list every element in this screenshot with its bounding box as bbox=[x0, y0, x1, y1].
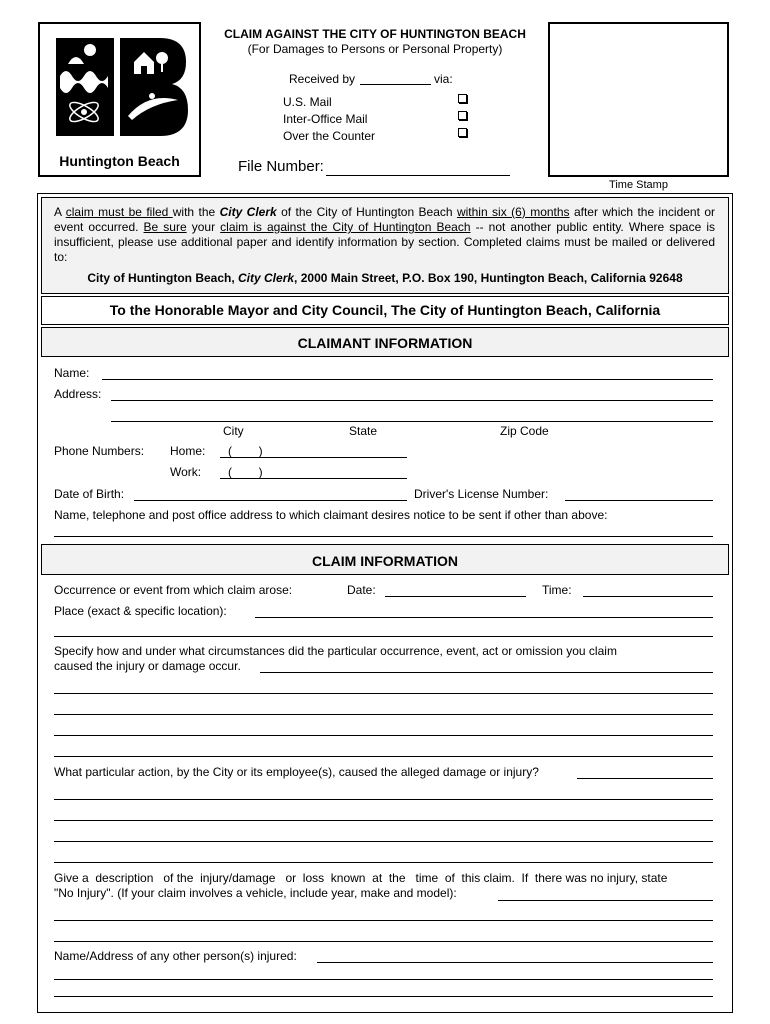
injury-line-3[interactable] bbox=[54, 941, 713, 942]
option-inter-office: Inter-Office Mail bbox=[283, 112, 368, 126]
received-by-line[interactable] bbox=[360, 84, 431, 85]
claim-heading: CLAIM INFORMATION bbox=[41, 544, 729, 575]
clerk-address: City of Huntington Beach, City Clerk, 2000 Main Street, P.O. Box 190, Huntington Beach, California 92648 bbox=[87, 271, 683, 285]
others-line-3[interactable] bbox=[54, 996, 713, 997]
checkbox-inter-office[interactable] bbox=[458, 111, 467, 120]
phone-label: Phone Numbers: bbox=[54, 444, 145, 458]
home-phone-label: Home: bbox=[170, 444, 206, 458]
injury-line-1[interactable] bbox=[498, 900, 713, 901]
logo-box bbox=[38, 22, 201, 177]
salutation: To the Honorable Mayor and City Council, The City of Huntington Beach, California bbox=[109, 302, 661, 318]
checkbox-us-mail[interactable] bbox=[458, 94, 467, 103]
address-input-line-1[interactable] bbox=[111, 400, 713, 401]
name-input-line[interactable] bbox=[102, 379, 713, 380]
action-line-4[interactable] bbox=[54, 841, 713, 842]
action-line-2[interactable] bbox=[54, 799, 713, 800]
place-input-line-2[interactable] bbox=[54, 636, 713, 637]
logo-caption: Huntington Beach bbox=[59, 153, 180, 169]
city-logo-icon bbox=[54, 36, 188, 138]
time-input-line[interactable] bbox=[583, 596, 713, 597]
via-label: via: bbox=[434, 72, 453, 86]
notice-address-label: Name, telephone and post office address to which claimant desires notice to be sent if other than above: bbox=[54, 508, 608, 522]
time-stamp-box bbox=[548, 22, 729, 177]
address-input-line-2[interactable] bbox=[111, 421, 713, 422]
others-line-2[interactable] bbox=[54, 979, 713, 980]
circumstances-line-4[interactable] bbox=[54, 735, 713, 736]
dob-input-line[interactable] bbox=[134, 500, 407, 501]
date-input-line[interactable] bbox=[385, 596, 526, 597]
name-label: Name: bbox=[54, 366, 90, 380]
claimant-heading: CLAIMANT INFORMATION bbox=[41, 327, 729, 357]
form-title: CLAIM AGAINST THE CITY OF HUNTINGTON BEACH bbox=[224, 27, 526, 41]
notice-address-line[interactable] bbox=[54, 536, 713, 537]
work-area-code: ( ) bbox=[228, 465, 263, 479]
others-label: Name/Address of any other person(s) injured: bbox=[54, 949, 297, 963]
circumstances-line-2[interactable] bbox=[54, 693, 713, 694]
received-by-label: Received by bbox=[289, 72, 356, 86]
filing-notice: A claim must be filed with the City Clerk of the City of Huntington Beach within six (6) months after which the incident or event occurred. Be sure your claim is against the City of Huntington Beach -- not another public entity. Where space is insufficient, please use additional paper and identify information by section. Completed claims must be mailed or delivered to: bbox=[54, 205, 716, 264]
injury-label-2: "No Injury". (If your claim involves a vehicle, include year, make and model): bbox=[54, 886, 457, 900]
work-phone-label: Work: bbox=[170, 465, 202, 479]
injury-label-1: Give a description of the injury/damage or loss known at the time of this claim. If there was no injury, state bbox=[54, 871, 668, 885]
others-line-1[interactable] bbox=[317, 962, 713, 963]
date-label: Date: bbox=[347, 583, 376, 597]
dob-label: Date of Birth: bbox=[54, 487, 125, 501]
checkbox-counter[interactable] bbox=[458, 128, 467, 137]
action-line-1[interactable] bbox=[577, 778, 713, 779]
time-stamp-label: Time Stamp bbox=[609, 179, 668, 191]
work-phone-line[interactable] bbox=[220, 478, 407, 479]
state-label: State bbox=[349, 424, 378, 438]
action-label: What particular action, by the City or its employee(s), caused the alleged damage or injury? bbox=[54, 765, 539, 779]
license-input-line[interactable] bbox=[565, 500, 713, 501]
option-us-mail: U.S. Mail bbox=[283, 95, 332, 109]
home-area-code: ( ) bbox=[228, 444, 263, 458]
home-phone-line[interactable] bbox=[220, 457, 407, 458]
city-label: City bbox=[223, 424, 244, 438]
circumstances-line-5[interactable] bbox=[54, 756, 713, 757]
address-label: Address: bbox=[54, 387, 102, 401]
action-line-5[interactable] bbox=[54, 862, 713, 863]
action-line-3[interactable] bbox=[54, 820, 713, 821]
time-label: Time: bbox=[542, 583, 572, 597]
option-counter: Over the Counter bbox=[283, 129, 376, 143]
injury-line-2[interactable] bbox=[54, 920, 713, 921]
file-number-label: File Number: bbox=[238, 158, 324, 175]
circumstances-label-1: Specify how and under what circumstances did the particular occurrence, event, act or omission you claim bbox=[54, 644, 617, 658]
place-label: Place (exact & specific location): bbox=[54, 604, 227, 618]
occurrence-label: Occurrence or event from which claim arose: bbox=[54, 583, 293, 597]
place-input-line-1[interactable] bbox=[255, 617, 713, 618]
circumstances-line-1[interactable] bbox=[260, 672, 713, 673]
zip-label: Zip Code bbox=[500, 424, 549, 438]
license-label: Driver's License Number: bbox=[414, 487, 549, 501]
circumstances-label-2: caused the injury or damage occur. bbox=[54, 659, 241, 673]
form-subtitle: (For Damages to Persons or Personal Property) bbox=[247, 42, 503, 56]
circumstances-line-3[interactable] bbox=[54, 714, 713, 715]
file-number-line[interactable] bbox=[326, 175, 510, 176]
